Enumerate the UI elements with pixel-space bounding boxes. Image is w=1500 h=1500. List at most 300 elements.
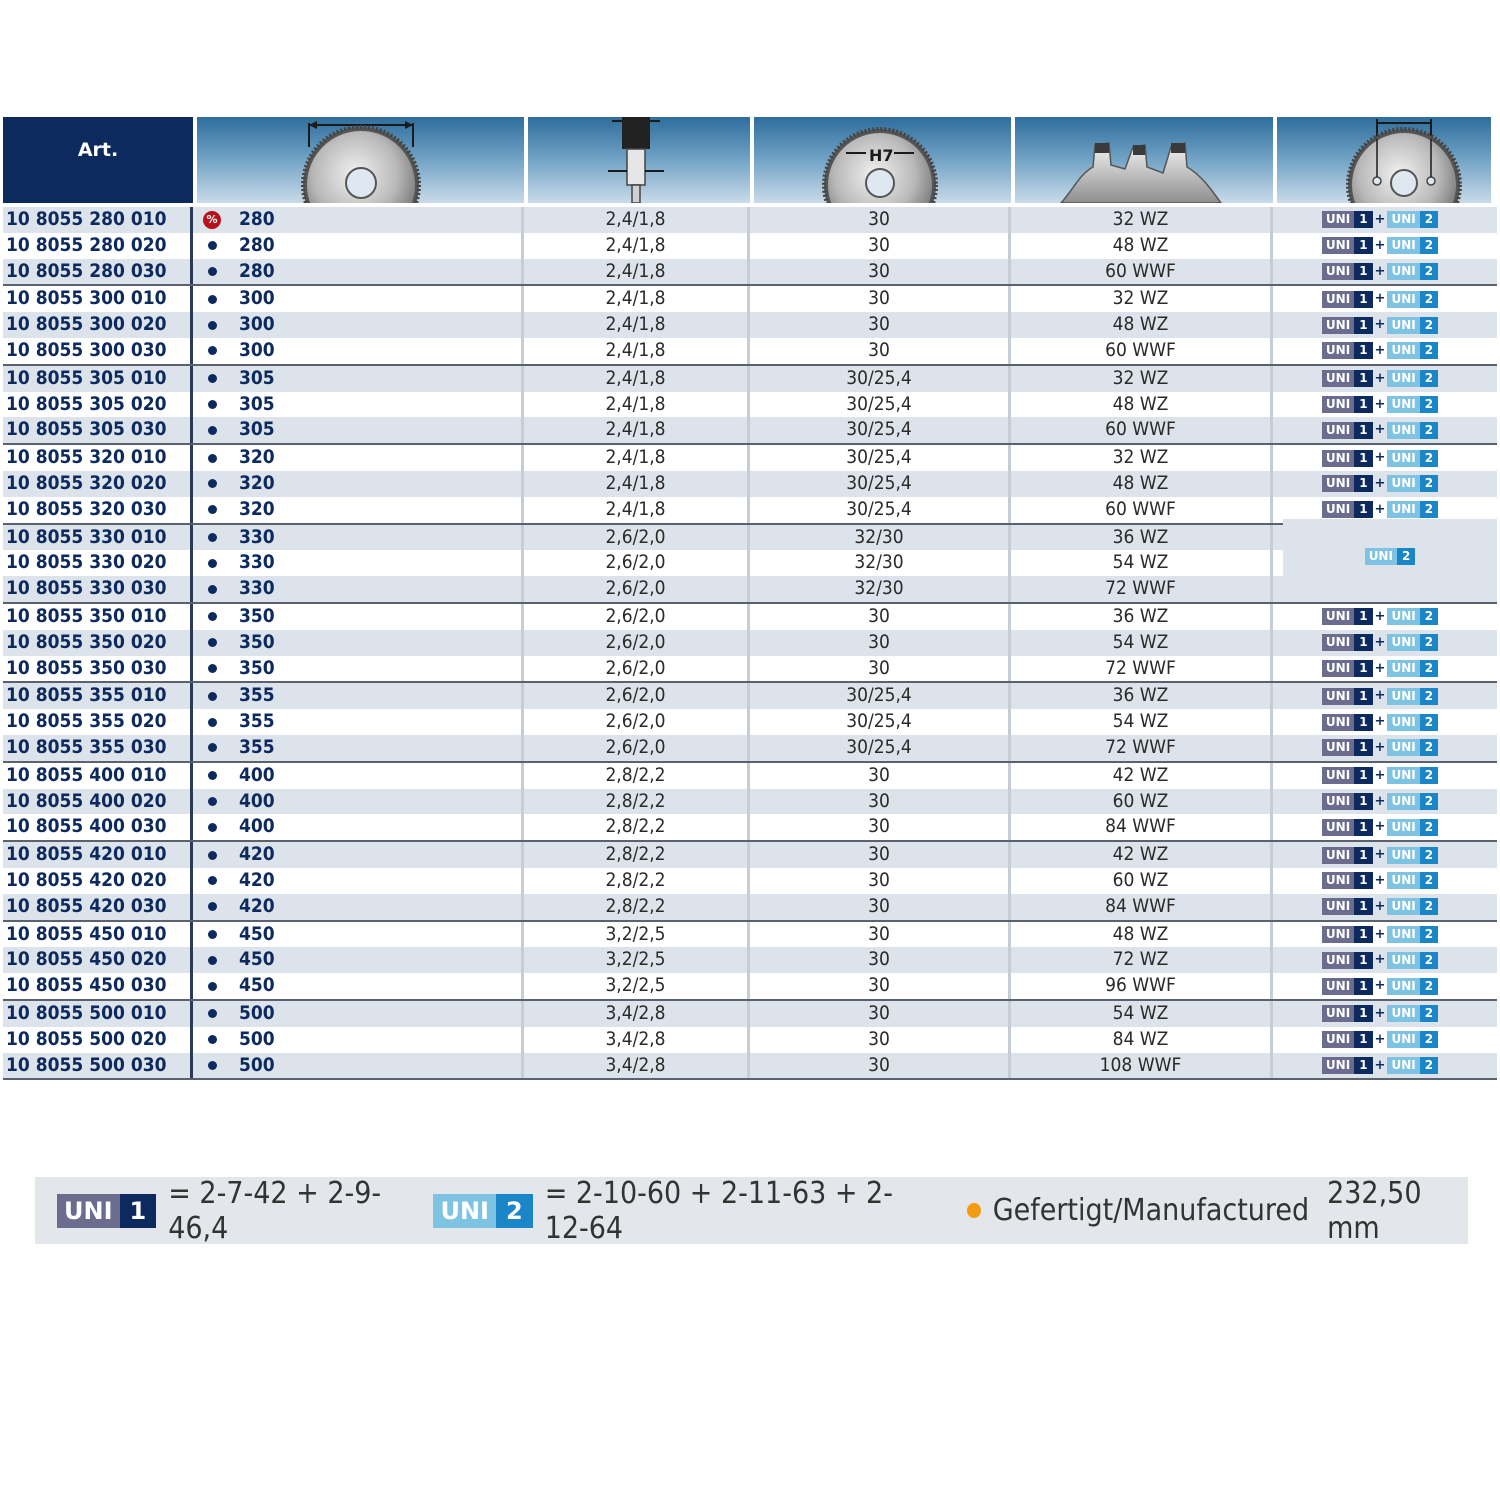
manufactured-dot-icon xyxy=(208,321,217,330)
diameter-value: 350 xyxy=(239,656,275,679)
article-number: 10 8055 420 030 xyxy=(3,894,193,920)
uni-cell: UNI 1 + UNI 2 xyxy=(1273,630,1487,656)
uni1-badge: UNI 1 xyxy=(1322,739,1373,756)
tooth-shape-icon xyxy=(1015,117,1273,203)
uni2-badge: UNI 2 xyxy=(1387,872,1438,889)
uni-cell: UNI 1 + UNI 2 xyxy=(1273,445,1487,471)
diameter-cell xyxy=(193,525,524,551)
saw-thickness-icon xyxy=(528,117,750,203)
teeth-cell: 36 WZ xyxy=(1011,683,1273,709)
bore-cell: 30 xyxy=(750,894,1011,920)
teeth-cell: 60 WWF xyxy=(1011,338,1273,364)
diameter-value: 300 xyxy=(239,313,275,336)
diameter-cell xyxy=(193,763,524,789)
manufactured-dot-icon xyxy=(208,454,217,463)
teeth-cell: 60 WWF xyxy=(1011,497,1273,523)
diameter-cell xyxy=(193,576,524,602)
thickness-cell: 3,2/2,5 xyxy=(524,922,750,948)
manufactured-dot-icon xyxy=(208,267,217,276)
uni1-badge: UNI 1 xyxy=(1322,952,1373,969)
uni2-badge: UNI 2 xyxy=(1387,634,1438,651)
table-row xyxy=(3,364,1497,392)
teeth-cell: 42 WZ xyxy=(1011,842,1273,868)
bore-cell: 30 xyxy=(750,233,1011,259)
uni1-badge: UNI 1 xyxy=(1322,317,1373,334)
teeth-cell: 36 WZ xyxy=(1011,525,1273,551)
bore-cell: 30 xyxy=(750,604,1011,630)
diameter-value: 500 xyxy=(239,1027,275,1050)
uni2-badge: UNI 2 xyxy=(1387,317,1438,334)
thickness-cell: 2,4/1,8 xyxy=(524,417,750,443)
catalog-table xyxy=(3,117,1497,1080)
bore-cell: 30 xyxy=(750,814,1011,840)
uni-cell: UNI 1 + UNI 2 xyxy=(1273,1001,1487,1027)
article-number: 10 8055 450 010 xyxy=(3,922,193,948)
uni-cell: UNI 1 + UNI 2 xyxy=(1273,286,1487,312)
table-row xyxy=(3,576,1497,602)
diameter-cell xyxy=(193,947,524,973)
manufactured-dot-icon xyxy=(208,241,217,250)
thickness-cell: 2,8/2,2 xyxy=(524,842,750,868)
teeth-cell: 48 WZ xyxy=(1011,392,1273,418)
bore-cell: 30/25,4 xyxy=(750,497,1011,523)
bore-cell: 30 xyxy=(750,973,1011,999)
manufactured-dot-icon xyxy=(208,612,217,621)
uni2-badge: UNI 2 xyxy=(1387,819,1438,836)
teeth-cell: 54 WZ xyxy=(1011,630,1273,656)
manufactured-dot-icon xyxy=(208,1061,217,1070)
thickness-cell: 3,2/2,5 xyxy=(524,973,750,999)
diameter-cell xyxy=(193,604,524,630)
teeth-cell: 72 WWF xyxy=(1011,576,1273,602)
uni-cell: UNI 1 + UNI 2 xyxy=(1273,735,1487,761)
art-column-header: Art. xyxy=(3,117,193,203)
diameter-value: 400 xyxy=(239,789,275,812)
article-number: 10 8055 330 030 xyxy=(3,576,193,602)
thickness-cell: 2,4/1,8 xyxy=(524,312,750,338)
manufactured-dot-icon xyxy=(208,743,217,752)
article-number: 10 8055 355 020 xyxy=(3,709,193,735)
uni2-badge: UNI 2 xyxy=(1387,714,1438,731)
diameter-cell xyxy=(193,842,524,868)
diameter-cell xyxy=(193,207,524,233)
thickness-cell: 2,4/1,8 xyxy=(524,338,750,364)
table-row xyxy=(3,602,1497,630)
diameter-cell xyxy=(193,894,524,920)
table-row xyxy=(3,1053,1497,1081)
manufactured-value: 232,50 mm xyxy=(1327,1175,1422,1246)
uni1-badge: UNI 1 xyxy=(1322,501,1373,518)
article-number: 10 8055 300 010 xyxy=(3,286,193,312)
thickness-cell: 2,6/2,0 xyxy=(524,604,750,630)
table-row xyxy=(3,312,1497,338)
thickness-cell: 2,6/2,0 xyxy=(524,550,750,576)
bore-cell: 30 xyxy=(750,656,1011,682)
diameter-cell xyxy=(193,1027,524,1053)
uni2-merged-cell xyxy=(1283,519,1497,594)
teeth-cell: 72 WWF xyxy=(1011,656,1273,682)
uni2-badge: UNI 2 xyxy=(1387,1031,1438,1048)
thickness-cell: 2,6/2,0 xyxy=(524,630,750,656)
thickness-cell: 2,4/1,8 xyxy=(524,259,750,285)
thickness-cell: 3,4/2,8 xyxy=(524,1053,750,1079)
bore-cell: 30 xyxy=(750,922,1011,948)
uni-cell: UNI 1 + UNI 2 xyxy=(1273,366,1487,392)
uni-cell: UNI 1 + UNI 2 xyxy=(1273,868,1487,894)
bore-cell: 30 xyxy=(750,789,1011,815)
teeth-cell: 36 WZ xyxy=(1011,604,1273,630)
bore-cell: 30 xyxy=(750,286,1011,312)
pin-hole-icon xyxy=(1277,117,1491,203)
uni2-badge: UNI 2 xyxy=(1387,898,1438,915)
uni1-badge: UNI 1 xyxy=(1322,714,1373,731)
teeth-cell: 54 WZ xyxy=(1011,1001,1273,1027)
teeth-cell: 96 WWF xyxy=(1011,973,1273,999)
uni-cell: UNI 1 + UNI 2 xyxy=(1273,922,1487,948)
diameter-cell xyxy=(193,814,524,840)
diameter-cell xyxy=(193,233,524,259)
teeth-cell: 48 WZ xyxy=(1011,922,1273,948)
bore-cell: 30 xyxy=(750,1053,1011,1079)
diameter-value: 450 xyxy=(239,948,275,971)
article-number: 10 8055 400 030 xyxy=(3,814,193,840)
uni-cell: UNI 1 + UNI 2 xyxy=(1273,233,1487,259)
diameter-value: 500 xyxy=(239,1001,275,1024)
thickness-cell: 2,4/1,8 xyxy=(524,471,750,497)
manufactured-dot-icon xyxy=(208,771,217,780)
table-row xyxy=(3,761,1497,789)
article-number: 10 8055 305 010 xyxy=(3,366,193,392)
thickness-cell: 2,4/1,8 xyxy=(524,392,750,418)
bore-cell: 30 xyxy=(750,1027,1011,1053)
diameter-value: 400 xyxy=(239,763,275,786)
bore-cell: 30 xyxy=(750,312,1011,338)
uni-cell: UNI 1 + UNI 2 xyxy=(1273,973,1487,999)
uni1-badge: UNI 1 xyxy=(1322,422,1373,439)
thickness-cell: 3,2/2,5 xyxy=(524,947,750,973)
table-row xyxy=(3,656,1497,682)
table-row xyxy=(3,523,1497,551)
article-number: 10 8055 350 020 xyxy=(3,630,193,656)
tooth-column-header xyxy=(1015,117,1273,203)
teeth-cell: 60 WWF xyxy=(1011,417,1273,443)
manufactured-dot-icon xyxy=(208,559,217,568)
legend-cropped-strip xyxy=(35,1244,1468,1250)
uni-cell: UNI 1 + UNI 2 xyxy=(1273,683,1487,709)
diameter-value: 305 xyxy=(239,418,275,441)
article-number: 10 8055 450 030 xyxy=(3,973,193,999)
diameter-value: 330 xyxy=(239,577,275,600)
manufactured-dot-icon xyxy=(967,1203,981,1218)
uni1-definition: = 2-7-42 + 2-9-46,4 xyxy=(168,1175,382,1246)
uni2-badge: UNI 2 xyxy=(1387,211,1438,228)
uni1-badge: UNI 1 xyxy=(1322,263,1373,280)
table-body xyxy=(3,207,1497,1080)
diameter-cell xyxy=(193,338,524,364)
teeth-cell: 32 WZ xyxy=(1011,445,1273,471)
uni2-badge: UNI 2 xyxy=(1387,263,1438,280)
diameter-value: 400 xyxy=(239,815,275,838)
table-row xyxy=(3,284,1497,312)
uni2-badge: UNI 2 xyxy=(1387,422,1438,439)
diameter-cell xyxy=(193,683,524,709)
diameter-value: 320 xyxy=(239,446,275,469)
bore-cell: 30 xyxy=(750,630,1011,656)
diameter-cell xyxy=(193,1053,524,1079)
diameter-cell xyxy=(193,259,524,285)
uni1-badge: UNI 1 xyxy=(1322,342,1373,359)
thickness-cell: 2,8/2,2 xyxy=(524,789,750,815)
teeth-cell: 60 WWF xyxy=(1011,259,1273,285)
uni-cell: UNI 1 + UNI 2 xyxy=(1273,894,1487,920)
article-number: 10 8055 450 020 xyxy=(3,947,193,973)
manufactured-dot-icon xyxy=(208,585,217,594)
diameter-value: 420 xyxy=(239,868,275,891)
thickness-cell: 2,4/1,8 xyxy=(524,366,750,392)
table-row xyxy=(3,550,1497,576)
article-number: 10 8055 300 020 xyxy=(3,312,193,338)
article-number: 10 8055 400 020 xyxy=(3,789,193,815)
diameter-value: 305 xyxy=(239,392,275,415)
table-row xyxy=(3,497,1497,523)
teeth-cell: 84 WZ xyxy=(1011,1027,1273,1053)
teeth-cell: 32 WZ xyxy=(1011,366,1273,392)
thickness-cell: 2,6/2,0 xyxy=(524,683,750,709)
saw-diameter-icon xyxy=(197,117,524,203)
teeth-cell: 108 WWF xyxy=(1011,1053,1273,1079)
manufactured-dot-icon xyxy=(208,1009,217,1018)
uni1-badge: UNI 1 xyxy=(1322,767,1373,784)
teeth-cell: 54 WZ xyxy=(1011,550,1273,576)
diameter-value: 280 xyxy=(239,259,275,282)
teeth-cell: 48 WZ xyxy=(1011,471,1273,497)
uni-cell: UNI 1 + UNI 2 xyxy=(1273,338,1487,364)
uni2-badge: UNI 2 xyxy=(1387,978,1438,995)
article-number: 10 8055 300 030 xyxy=(3,338,193,364)
bore-cell: 30/25,4 xyxy=(750,735,1011,761)
diameter-cell xyxy=(193,709,524,735)
thickness-cell: 3,4/2,8 xyxy=(524,1001,750,1027)
thickness-cell: 2,8/2,2 xyxy=(524,894,750,920)
diameter-cell xyxy=(193,392,524,418)
uni2-badge: UNI 2 xyxy=(1387,952,1438,969)
uni-cell: UNI 1 + UNI 2 xyxy=(1273,259,1487,285)
manufactured-dot-icon xyxy=(208,1035,217,1044)
table-row xyxy=(3,789,1497,815)
uni1-badge: UNI 1 xyxy=(1322,450,1373,467)
teeth-cell: 32 WZ xyxy=(1011,286,1273,312)
article-number: 10 8055 330 020 xyxy=(3,550,193,576)
uni1-badge: UNI 1 xyxy=(1322,291,1373,308)
diameter-cell xyxy=(193,497,524,523)
uni2-badge: UNI 2 xyxy=(1387,1057,1438,1074)
uni-cell: UNI 1 + UNI 2 xyxy=(1273,656,1487,682)
article-number: 10 8055 350 010 xyxy=(3,604,193,630)
thickness-cell: 2,6/2,0 xyxy=(524,709,750,735)
uni-cell: UNI 1 + UNI 2 xyxy=(1273,814,1487,840)
uni-cell: UNI 1 + UNI 2 xyxy=(1273,1053,1487,1079)
uni1-badge: UNI 1 xyxy=(1322,370,1373,387)
teeth-cell: 54 WZ xyxy=(1011,709,1273,735)
special-offer-icon: % xyxy=(203,211,221,229)
diameter-value: 320 xyxy=(239,497,275,520)
bore-column-header xyxy=(754,117,1011,203)
bore-cell: 30 xyxy=(750,338,1011,364)
uni2-badge: UNI 2 xyxy=(1387,660,1438,677)
uni2-badge: UNI 2 xyxy=(1387,1005,1438,1022)
teeth-cell: 42 WZ xyxy=(1011,763,1273,789)
diameter-cell xyxy=(193,445,524,471)
thickness-cell: 2,8/2,2 xyxy=(524,868,750,894)
article-number: 10 8055 320 030 xyxy=(3,497,193,523)
uni1-badge: UNI 1 xyxy=(1322,898,1373,915)
teeth-cell: 60 WZ xyxy=(1011,868,1273,894)
uni2-badge: UNI 2 xyxy=(1387,450,1438,467)
manufactured-dot-icon xyxy=(208,426,217,435)
diameter-cell xyxy=(193,630,524,656)
table-row xyxy=(3,973,1497,999)
thickness-column-header xyxy=(528,117,750,203)
uni1-badge: UNI 1 xyxy=(1322,634,1373,651)
table-header xyxy=(3,117,1497,203)
article-number: 10 8055 305 030 xyxy=(3,417,193,443)
uni2-badge: UNI 2 xyxy=(1387,767,1438,784)
manufactured-dot-icon xyxy=(208,533,217,542)
manufactured-dot-icon xyxy=(208,346,217,355)
bore-cell: 30/25,4 xyxy=(750,709,1011,735)
diameter-cell xyxy=(193,1001,524,1027)
thickness-cell: 2,4/1,8 xyxy=(524,207,750,233)
uni-cell: UNI 1 + UNI 2 xyxy=(1273,1027,1487,1053)
teeth-cell: 60 WZ xyxy=(1011,789,1273,815)
uni-cell: UNI 1 + UNI 2 xyxy=(1273,709,1487,735)
thickness-cell: 3,4/2,8 xyxy=(524,1027,750,1053)
article-number: 10 8055 350 030 xyxy=(3,656,193,682)
legend-bar xyxy=(35,1177,1468,1244)
diameter-cell xyxy=(193,868,524,894)
uni-cell: UNI 1 + UNI 2 xyxy=(1273,842,1487,868)
table-row xyxy=(3,443,1497,471)
uni1-badge: UNI 1 xyxy=(1322,211,1373,228)
pinhole-column-header xyxy=(1277,117,1491,203)
teeth-cell: 84 WWF xyxy=(1011,894,1273,920)
table-row xyxy=(3,894,1497,920)
manufactured-dot-icon xyxy=(208,718,217,727)
diameter-value: 355 xyxy=(239,710,275,733)
diameter-cell xyxy=(193,471,524,497)
diameter-cell xyxy=(193,417,524,443)
manufactured-dot-icon xyxy=(208,851,217,860)
manufactured-dot-icon xyxy=(208,982,217,991)
bore-cell: 32/30 xyxy=(750,525,1011,551)
table-row xyxy=(3,709,1497,735)
diameter-value: 330 xyxy=(239,551,275,574)
thickness-cell: 2,6/2,0 xyxy=(524,735,750,761)
diameter-value: 355 xyxy=(239,684,275,707)
diameter-cell xyxy=(193,286,524,312)
bore-cell: 30/25,4 xyxy=(750,417,1011,443)
article-number: 10 8055 500 020 xyxy=(3,1027,193,1053)
uni1-badge: UNI 1 xyxy=(1322,475,1373,492)
uni1-badge: UNI 1 xyxy=(1322,1057,1373,1074)
uni1-badge: UNI 1 xyxy=(1322,872,1373,889)
table-row xyxy=(3,999,1497,1027)
diameter-cell xyxy=(193,550,524,576)
manufactured-dot-icon xyxy=(208,797,217,806)
uni1-badge: UNI 1 xyxy=(1322,396,1373,413)
uni2-badge: UNI 2 xyxy=(1387,342,1438,359)
saw-bore-icon xyxy=(754,117,1011,203)
table-row xyxy=(3,630,1497,656)
thickness-cell: 2,6/2,0 xyxy=(524,576,750,602)
table-row xyxy=(3,417,1497,443)
uni2-badge: UNI 2 xyxy=(1387,847,1438,864)
thickness-cell: 2,4/1,8 xyxy=(524,233,750,259)
uni2-badge: UNI 2 xyxy=(1387,793,1438,810)
uni-cell: UNI 1 + UNI 2 xyxy=(1273,497,1487,523)
table-row xyxy=(3,338,1497,364)
bore-cell: 30 xyxy=(750,1001,1011,1027)
thickness-cell: 2,8/2,2 xyxy=(524,814,750,840)
diameter-value: 450 xyxy=(239,974,275,997)
teeth-cell: 84 WWF xyxy=(1011,814,1273,840)
uni2-badge: UNI 2 xyxy=(1387,926,1438,943)
article-number: 10 8055 320 020 xyxy=(3,471,193,497)
thickness-cell: 2,4/1,8 xyxy=(524,497,750,523)
bore-cell: 30/25,4 xyxy=(750,471,1011,497)
bore-cell: 30 xyxy=(750,763,1011,789)
diameter-value: 300 xyxy=(239,287,275,310)
uni-cell: UNI 1 + UNI 2 xyxy=(1273,417,1487,443)
diameter-cell xyxy=(193,973,524,999)
uni1-badge: UNI 1 xyxy=(1322,688,1373,705)
thickness-cell: 2,6/2,0 xyxy=(524,656,750,682)
diameter-value: 500 xyxy=(239,1053,275,1076)
bore-cell: 32/30 xyxy=(750,576,1011,602)
uni2-badge: UNI 2 xyxy=(1387,291,1438,308)
diameter-value: 280 xyxy=(239,233,275,256)
table-row xyxy=(3,868,1497,894)
table-row xyxy=(3,233,1497,259)
diameter-value: 330 xyxy=(239,525,275,548)
manufactured-dot-icon xyxy=(208,479,217,488)
table-row xyxy=(3,207,1497,233)
table-row xyxy=(3,840,1497,868)
uni-cell: UNI 1 + UNI 2 xyxy=(1273,604,1487,630)
teeth-cell: 32 WZ xyxy=(1011,207,1273,233)
thickness-cell: 2,6/2,0 xyxy=(524,525,750,551)
bore-cell: 30 xyxy=(750,207,1011,233)
uni2-badge: UNI 2 xyxy=(1387,501,1438,518)
article-number: 10 8055 355 010 xyxy=(3,683,193,709)
diameter-value: 420 xyxy=(239,843,275,866)
manufactured-dot-icon xyxy=(208,505,217,514)
teeth-cell: 48 WZ xyxy=(1011,312,1273,338)
uni1-badge: UNI 1 xyxy=(1322,1005,1373,1022)
bore-cell: 30/25,4 xyxy=(750,683,1011,709)
article-number: 10 8055 500 010 xyxy=(3,1001,193,1027)
article-number: 10 8055 420 010 xyxy=(3,842,193,868)
teeth-cell: 72 WWF xyxy=(1011,735,1273,761)
bore-cell: 30 xyxy=(750,259,1011,285)
manufactured-dot-icon xyxy=(208,638,217,647)
manufactured-dot-icon xyxy=(208,692,217,701)
uni1-badge: UNI 1 xyxy=(1322,793,1373,810)
bore-cell: 32/30 xyxy=(750,550,1011,576)
manufactured-dot-icon xyxy=(208,930,217,939)
uni2-badge: UNI 2 xyxy=(1387,237,1438,254)
manufactured-dot-icon xyxy=(208,374,217,383)
